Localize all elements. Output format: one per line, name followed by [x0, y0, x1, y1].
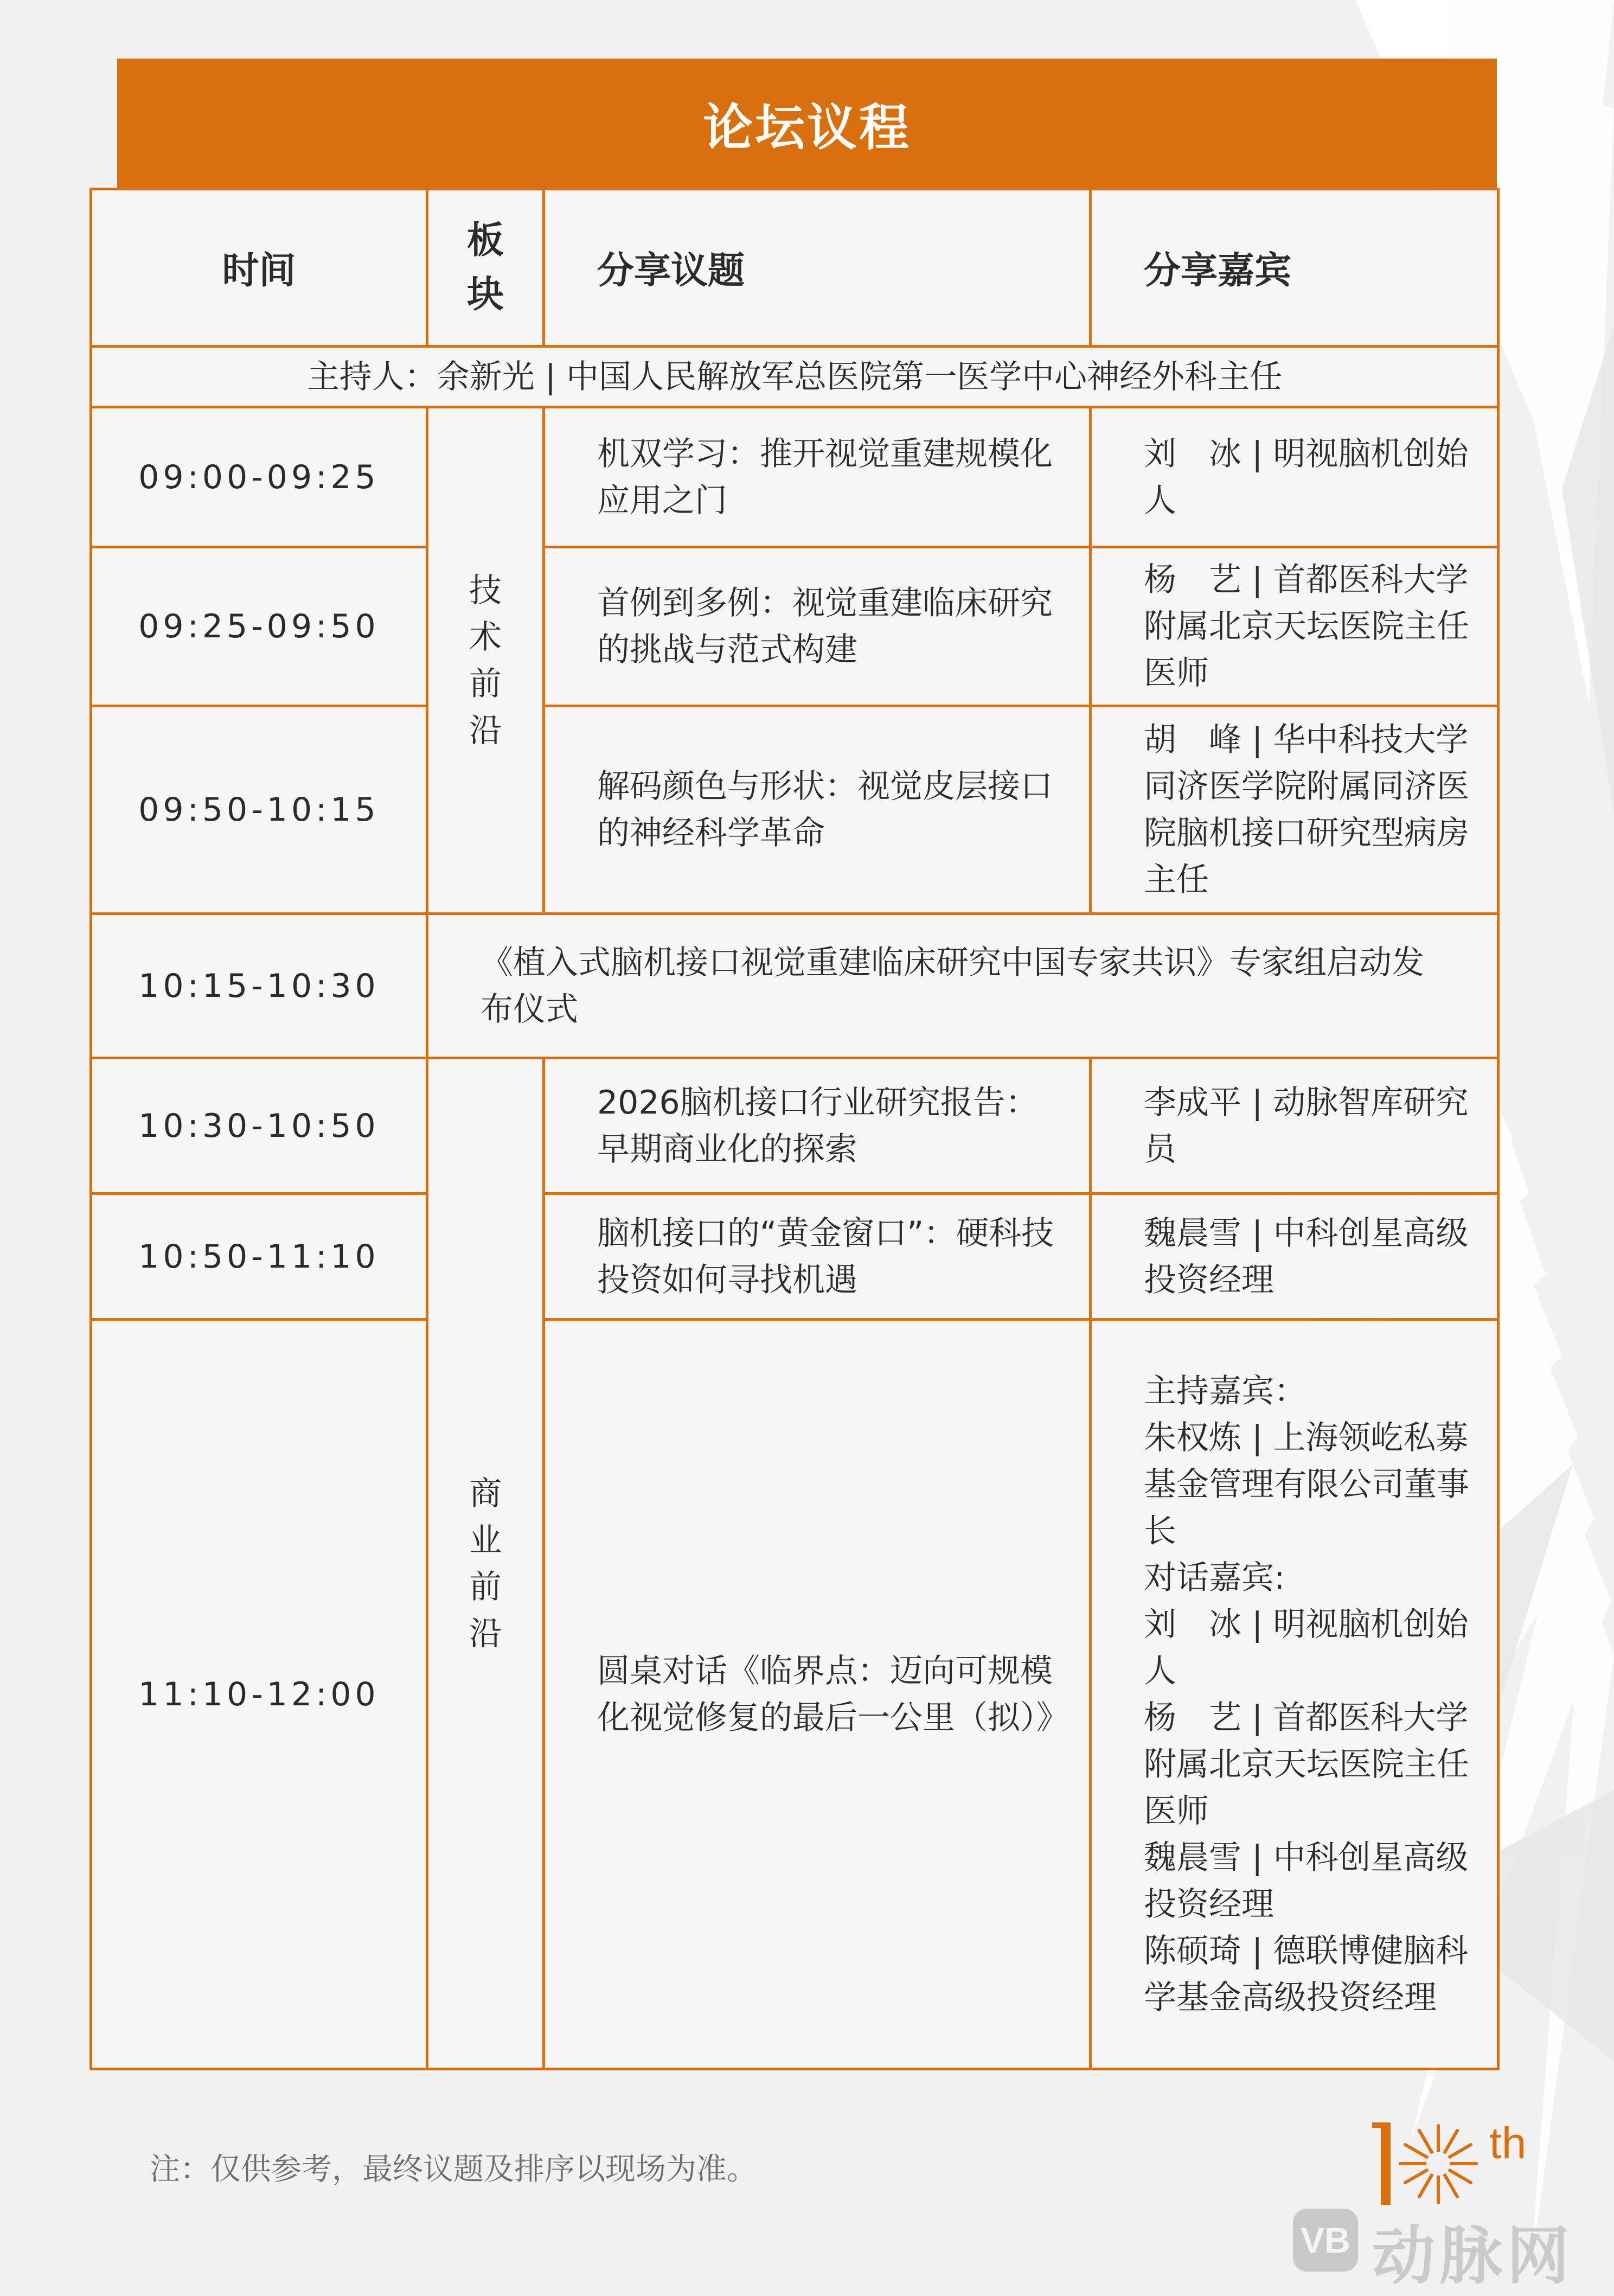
session-guest: 刘 冰 | 明视脑机创始人: [1091, 407, 1498, 547]
host-row: [91, 347, 1498, 407]
table-row: [91, 1194, 1498, 1320]
section-label: 技术前沿: [469, 571, 502, 750]
session-time: 10:15-10:30: [91, 914, 427, 1058]
header-row: [91, 189, 1498, 347]
session-guest: 主持嘉宾： 朱权炼 | 上海领屹私募基金管理有限公司董事长 对话嘉宾: 刘 冰 | 明视脑机创始人 杨 艺 | 首都医科大学附属北京天坛医院主任医师 魏晨雪 | 中科创星高级投资经理 陈硕琦 | 德联博健脑科学基金高级投资经理: [1091, 1320, 1498, 2069]
table-row: [91, 914, 1498, 1058]
session-time: 09:50-10:15: [91, 706, 427, 914]
session-topic: 脑机接口的“黄金窗口”：硬科技投资如何寻找机遇: [544, 1194, 1091, 1320]
table-row: [91, 407, 1498, 547]
vb-logo-icon: VB: [1293, 2209, 1358, 2272]
logo-suffix: th: [1489, 2119, 1527, 2168]
session-topic: 《植入式脑机接口视觉重建临床研究中国专家共识》专家组启动发布仪式: [427, 914, 1498, 1058]
agenda-table: [89, 188, 1500, 2070]
session-time: 11:10-12:00: [91, 1320, 427, 2069]
session-guest: 胡 峰 | 华中科技大学同济医学院附属同济医院脑机接口研究型病房主任: [1091, 706, 1498, 914]
session-guest: 李成平 | 动脉智库研究员: [1091, 1058, 1498, 1194]
session-guest: 杨 艺 | 首都医科大学附属北京天坛医院主任医师: [1091, 547, 1498, 706]
section-tech: [427, 407, 544, 914]
header-topic: 分享议题: [544, 189, 1091, 347]
brand-name: 动脉网: [1372, 2220, 1574, 2293]
session-topic: 首例到多例：视觉重建临床研究的挑战与范式构建: [544, 547, 1091, 706]
session-topic: 圆桌对话《临界点：迈向可规模化视觉修复的最后一公里（拟）》: [544, 1320, 1091, 2069]
section-label: 商业前沿: [469, 1474, 502, 1653]
brand-watermark: [1293, 2209, 1597, 2293]
footnote: 注：仅供参考，最终议题及排序以现场为准。: [150, 2152, 757, 2187]
session-time: 09:00-09:25: [91, 407, 427, 547]
header-block: [427, 189, 544, 347]
header-block-label: 板块: [466, 219, 504, 316]
session-time: 09:25-09:50: [91, 547, 427, 706]
agenda-title: 论坛议程: [117, 59, 1497, 189]
host-line: 主持人：余新光 | 中国人民解放军总医院第一医学中心神经外科主任: [91, 347, 1498, 407]
table-row: [91, 1058, 1498, 1194]
section-business: [427, 1058, 544, 2069]
session-topic: 2026脑机接口行业研究报告：早期商业化的探索: [544, 1058, 1091, 1194]
session-guest: 魏晨雪 | 中科创星高级投资经理: [1091, 1194, 1498, 1320]
table-row: [91, 706, 1498, 914]
header-time: 时间: [91, 189, 427, 347]
session-time: 10:30-10:50: [91, 1058, 427, 1194]
session-topic: 机双学习：推开视觉重建规模化应用之门: [544, 407, 1091, 547]
header-guest: 分享嘉宾: [1091, 189, 1498, 347]
session-time: 10:50-11:10: [91, 1194, 427, 1320]
ten-sunburst-icon: [1369, 2118, 1494, 2210]
table-row: [91, 547, 1498, 706]
table-row: [91, 1320, 1498, 2069]
session-topic: 解码颜色与形状：视觉皮层接口的神经科学革命: [544, 706, 1091, 914]
tenth-anniversary-logo: [1369, 2118, 1548, 2210]
